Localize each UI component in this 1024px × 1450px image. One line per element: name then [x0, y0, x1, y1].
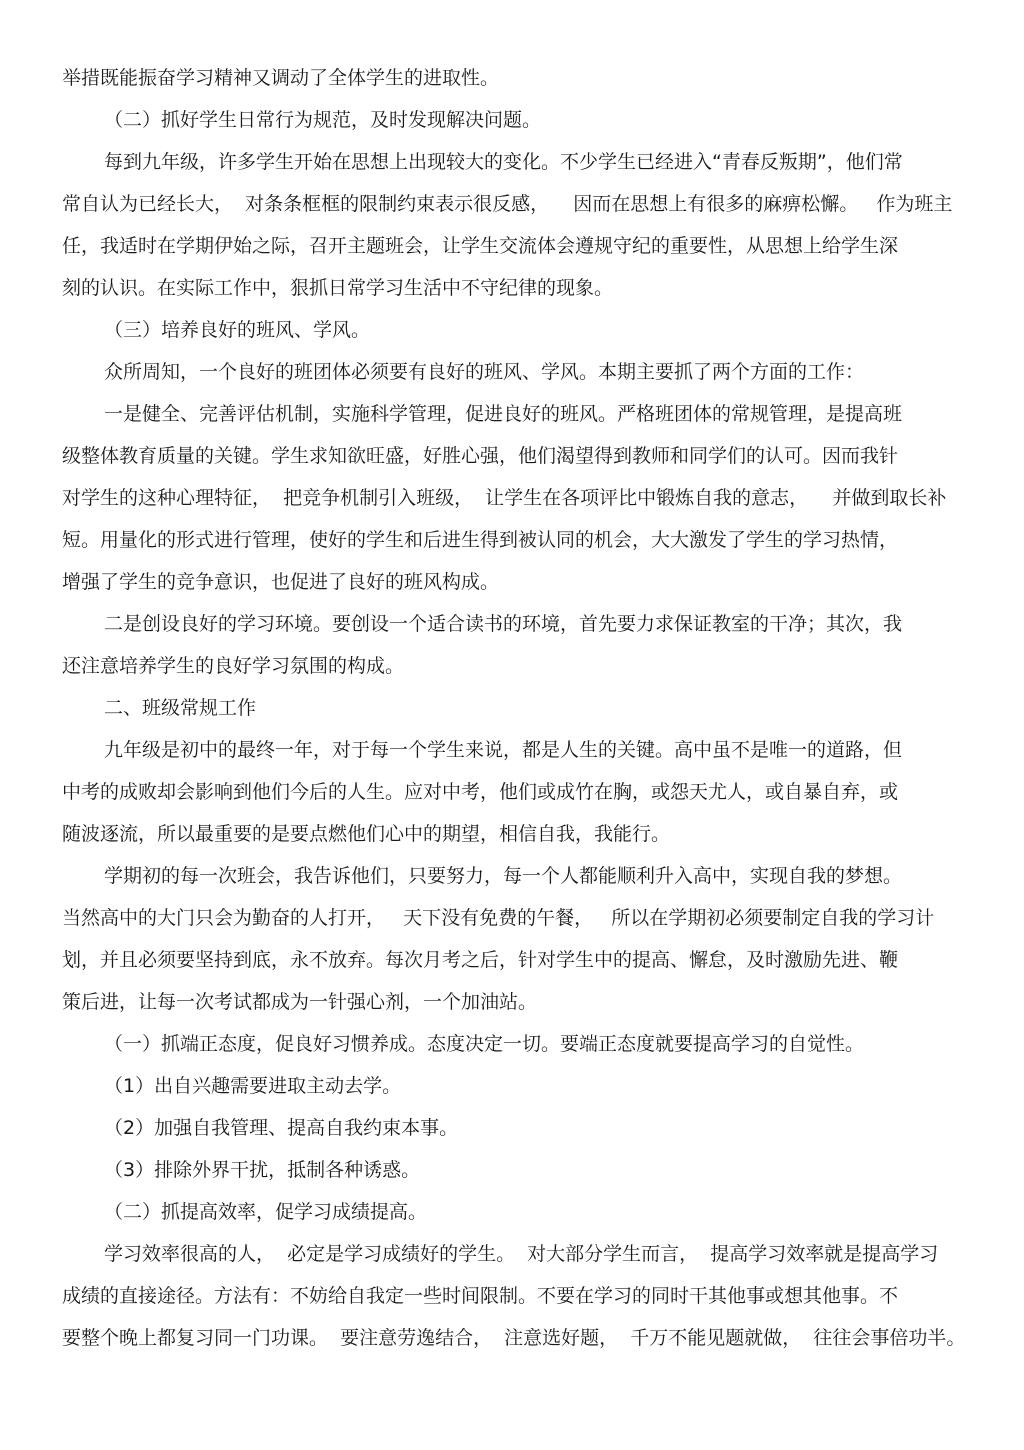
- text-line: 九年级是初中的最终一年，对于每一个学生来说，都是人生的关键。高中虽不是唯一的道路，但: [104, 739, 903, 761]
- text-line: 每到九年级，许多学生开始在思想上出现较大的变化。不少学生已经进入“青春反叛期”，他们常: [104, 151, 903, 173]
- list-item: （1）出自兴趣需要进取主动去学。: [104, 1075, 402, 1097]
- text-line: 一是健全、完善评估机制，实施科学管理，促进良好的班风。严格班团体的常规管理，是提高班: [104, 403, 903, 425]
- section-heading: 二、班级常规工作: [104, 697, 257, 719]
- text-line: 学习效率很高的人， 必定是学习成绩好的学生。 对大部分学生而言， 提高学习效率就是提高学习: [104, 1243, 939, 1265]
- text-line: 短。用量化的形式进行管理，使好的学生和后进生得到被认同的机会，大大激发了学生的学习热情，: [62, 529, 899, 551]
- text-line: 成绩的直接途径。方法有：不妨给自我定一些时间限制。不要在学习的同时干其他事或想其他事。不: [62, 1285, 899, 1307]
- text-line: 随波逐流，所以最重要的是要点燃他们心中的期望，相信自我，我能行。: [62, 823, 671, 845]
- text-line: 中考的成败却会影响到他们今后的人生。应对中考，他们或成竹在胸，或怨天尤人，或自暴自弃，或: [62, 781, 899, 803]
- text-line: 对学生的这种心理特征， 把竞争机制引入班级， 让学生在各项评比中锻炼自我的意志， 并做到取长补: [62, 487, 947, 509]
- text-line: （二）抓好学生日常行为规范，及时发现解决问题。: [104, 109, 542, 131]
- text-line: （三）培养良好的班风、学风。: [104, 319, 371, 341]
- text-line: 还注意培养学生的良好学习氛围的构成。: [62, 655, 405, 677]
- text-line: 刻的认识。在实际工作中，狠抓日常学习生活中不守纪律的现象。: [62, 277, 614, 299]
- text-line: 要整个晚上都复习同一门功课。 要注意劳逸结合， 注意选好题， 千万不能见题就做， 往往会事倍功半。: [62, 1327, 966, 1349]
- text-line: 当然高中的大门只会为勤奋的人打开， 天下没有免费的午餐， 所以在学期初必须要制定自我的学习计: [62, 907, 935, 929]
- text-line: 二是创设良好的学习环境。要创设一个适合读书的环境，首先要力求保证教室的干净；其次，我: [104, 613, 903, 635]
- text-line: 增强了学生的竞争意识，也促进了良好的班风构成。: [62, 571, 500, 593]
- text-line: （一）抓端正态度，促良好习惯养成。态度决定一切。要端正态度就要提高学习的自觉性。: [104, 1033, 865, 1055]
- list-item: （2）加强自我管理、提高自我约束本事。: [104, 1117, 459, 1139]
- text-line: 举措既能振奋学习精神又调动了全体学生的进取性。: [62, 67, 500, 89]
- list-item: （3）排除外界干扰，抵制各种诱惑。: [104, 1159, 421, 1181]
- text-line: 策后进，让每一次考试都成为一针强心剂，一个加油站。: [62, 991, 538, 1013]
- text-line: 学期初的每一次班会，我告诉他们，只要努力，每一个人都能顺利升入高中，实现自我的梦想。: [104, 865, 903, 887]
- text-line: 划，并且必须要坚持到底，永不放弃。每次月考之后，针对学生中的提高、懈怠，及时激励先进、鞭: [62, 949, 899, 971]
- text-line: 众所周知，一个良好的班团体必须要有良好的班风、学风。本期主要抓了两个方面的工作：: [104, 361, 865, 383]
- text-line: 常自认为已经长大， 对条条框框的限制约束表示很反感， 因而在思想上有很多的麻痹松懈。 作为班主: [62, 193, 953, 215]
- text-line: （二）抓提高效率，促学习成绩提高。: [104, 1201, 428, 1223]
- text-line: 级整体教育质量的关键。学生求知欲旺盛，好胜心强，他们渴望得到教师和同学们的认可。因而我针: [62, 445, 899, 467]
- text-line: 任，我适时在学期伊始之际，召开主题班会，让学生交流体会遵规守纪的重要性，从思想上给学生深: [62, 235, 899, 257]
